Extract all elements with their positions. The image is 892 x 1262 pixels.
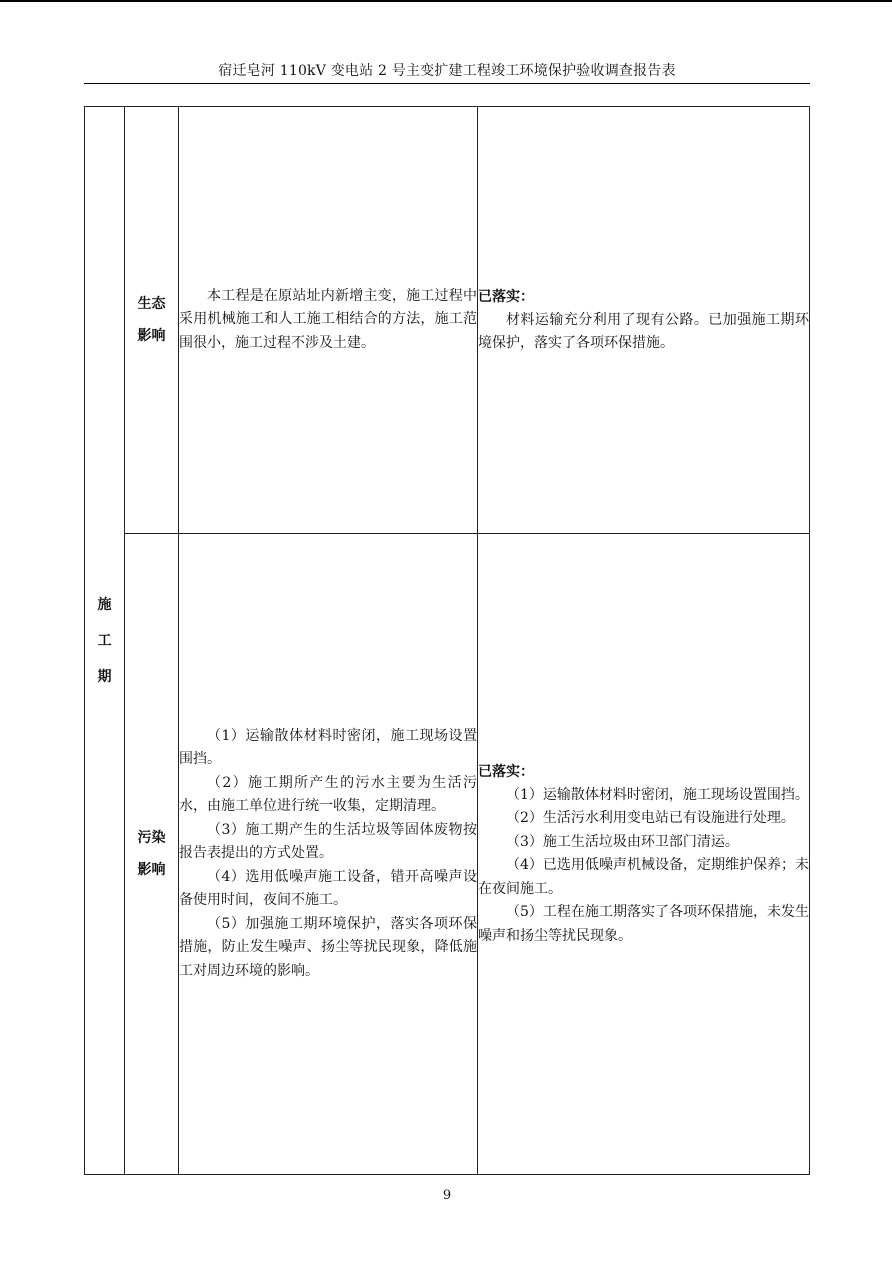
actual-item: （5）工程在施工期落实了各项环保措施，未发生噪声和扬尘等扰民现象。 [478,904,809,944]
requirement-item: （1）运输散体材料时密闭，施工现场设置围挡。 [179,727,477,768]
actual-item: （3）施工生活垃圾由环卫部门清运。 [506,833,739,850]
report-table [84,106,810,1175]
actual-item: （1）运输散体材料时密闭，施工现场设置围挡。 [506,786,809,803]
status-label: 已落实： [478,288,534,305]
requirement-item: （3）施工期产生的生活垃圾等固体废物按报告表提出的方式处置。 [179,821,477,862]
page-number: 9 [442,1188,452,1203]
requirement-item: （4）选用低噪声施工设备，错开高噪声设备使用时间，夜间不施工。 [179,868,477,909]
actual-cell-ecology [478,107,810,534]
table-row-pollution [85,534,810,1175]
header-divider [84,83,810,84]
actual-item: （4）已选用低噪声机械设备，定期维护保养；未在夜间施工。 [478,857,809,897]
status-label: 已落实： [478,763,534,780]
requirement-cell-ecology [179,107,478,534]
table-row-ecology [85,107,810,534]
category-label-ecology: 生态影响 [137,296,166,344]
phase-cell [85,107,125,1175]
requirement-cell-pollution [179,534,478,1175]
page-header-title: 宿迁皂河 110kV 变电站 2 号主变扩建工程竣工环境保护验收调查报告表 [218,63,676,79]
phase-label: 施工期 [97,596,112,685]
requirement-item: （2）施工期所产生的污水主要为生活污水，由施工单位进行统一收集，定期清理。 [179,774,477,815]
category-label-pollution: 污染影响 [137,830,166,878]
category-cell-pollution [125,534,179,1175]
top-border-line [0,0,892,2]
actual-cell-pollution [478,534,810,1175]
requirement-text: 本工程是在原站址内新增主变，施工过程中采用机械施工和人工施工相结合的方法，施工范围很小，施工过程不涉及土建。 [179,287,477,351]
actual-text: 材料运输充分利用了现有公路。已加强施工期环境保护，落实了各项环保措施。 [478,311,809,351]
requirement-item: （5）加强施工期环境保护，落实各项环保措施，防止发生噪声、扬尘等扰民现象，降低施工对周边环境的影响。 [179,915,477,979]
category-cell-ecology [125,107,179,534]
actual-item: （2）生活污水利用变电站已有设施进行处理。 [506,810,795,827]
